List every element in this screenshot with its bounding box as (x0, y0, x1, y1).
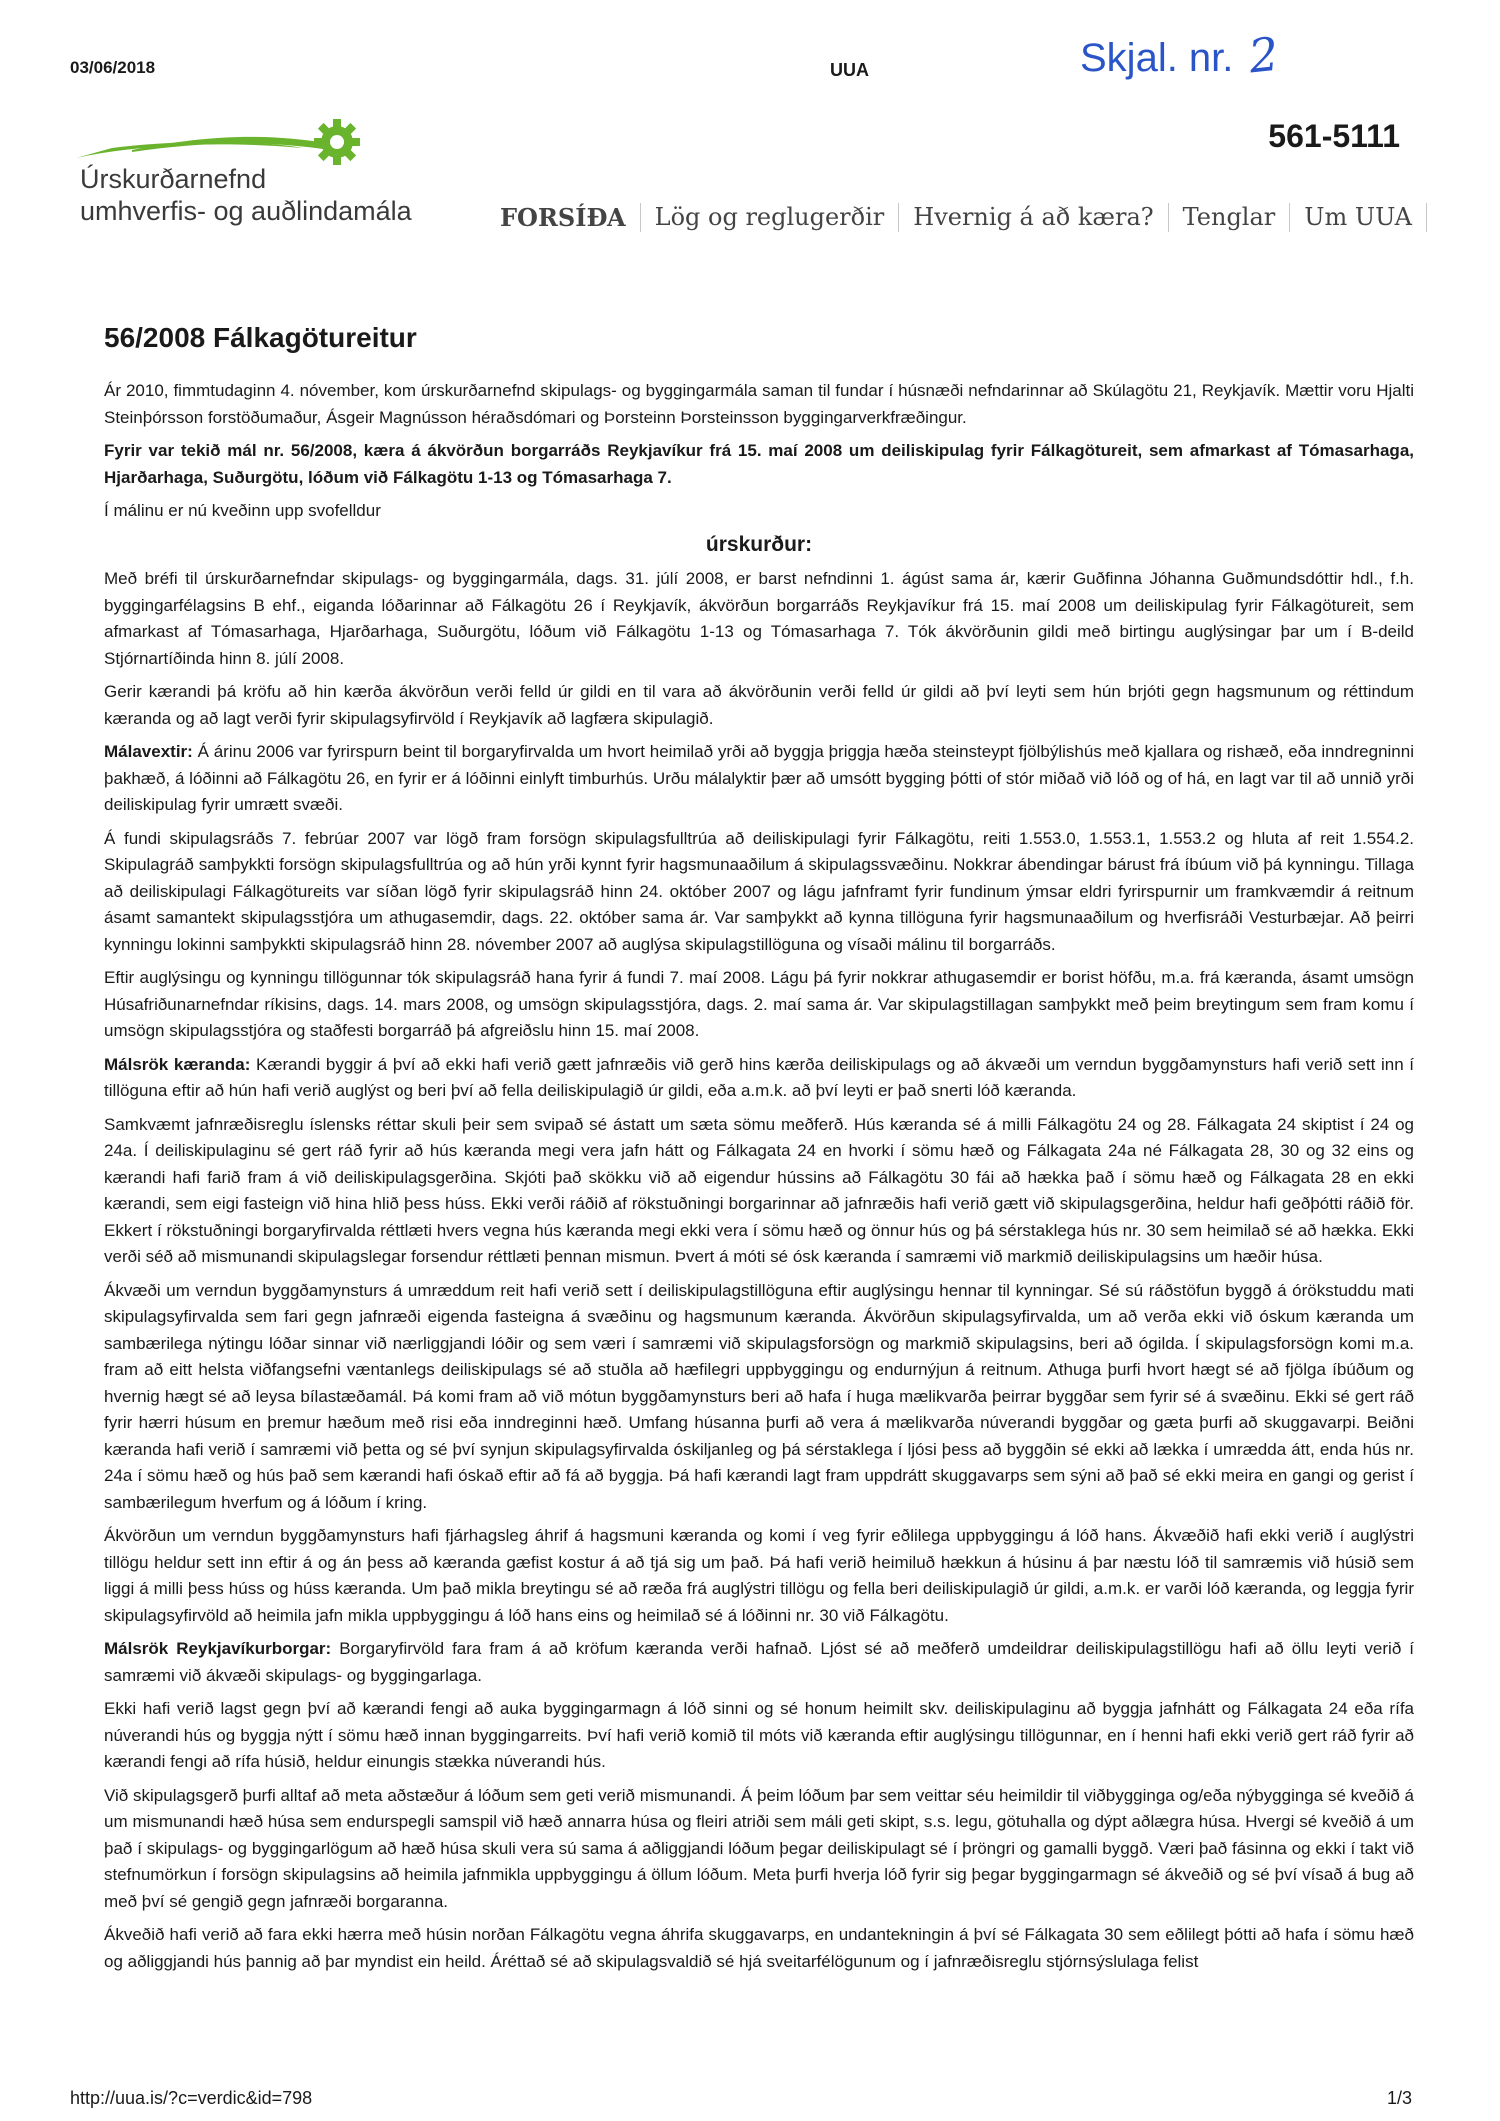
paragraph: Eftir auglýsingu og kynningu tillögunnar tók skipulagsráð hana fyrir á fundi 7. maí 2008. Lágu þá fyrir nokkrar athugasemdir er borist höfðu, m.a. frá kæranda, ásamt umsögn Húsafriðunarnefndar ríkisins, dags. 14. mars 2008, og umsögn skipulagsstjóra, dags. 2. maí sama ár. Var skipulagstillagan samþykkt með þeim breytingum sem fram komu í umsögn skipulagsstjóra og staðfesti borgarráð þá afgreiðslu hinn 15. maí 2008. (104, 968, 1414, 1040)
paragraph: Með bréfi til úrskurðarnefndar skipulags- og byggingarmála, dags. 31. júlí 2008, er barst nefndinni 1. ágúst sama ár, kærir Guðfinna Jóhanna Guðmundsdóttir hdl., f.h. byggingarfélagsins B ehf., eiganda lóðarinnar að Fálkagötu 26 í Reykjavík, ákvörðun borgarráðs Reykjavíkur frá 15. maí 2008 um deiliskipulag fyrir Fálkagötureit, sem afmarkast af Tómasarhaga, Hjarðarhaga, Suðurgötu, lóðum við Fálkagötu 1-13 og Tómasarhaga 7. Tók ákvörðunin gildi með birtingu auglýsingar þar um í B-deild Stjórnartíðinda hinn 8. júlí 2008. (104, 569, 1414, 668)
page-title: 56/2008 Fálkagötureitur (104, 322, 417, 353)
ruling-heading: úrskurður: (705, 532, 813, 556)
print-site-title: UUA (830, 60, 869, 80)
paragraph: Samkvæmt jafnræðisreglu íslensks réttar skuli þeir sem svipað sé ástatt um sæta sömu meðferð. Hús kæranda sé á milli Fálkagötu 24 og 28. Fálkagata 24 skiptist í 24 og 24a. Í deiliskipulaginu sé gert ráð fyrir að hús kæranda megi vera jafn hátt og Fálkagata 24 en hvorki í sömu hæð og Fálkagata 24a né Fálkagata 28, 30 og 32 eins og kærandi hafi farið fram á við deiliskipulagsgerðina. Skjóti það skökku við að eigendur hússins að Fálkagötu 30 fái að hækka það í sömu hæð og Fálkagata 28 en ekki kærandi, sem eigi fasteign við hina hlið þess húss. Ekki verði ráðið af rökstuðningi borgarinnar að jafnræðis hafi verið gætt við skipulagsgerðina, heldur hafi geðþótti ráðið för. Ekkert í rökstuðningi borgaryfirvalda réttlæti hvers vegna hús kæranda megi ekki vera í sömu hæð og önnur hús og þá sérstaklega hús nr. 30 sem heimilað sé að hækka. Ekki verði séð að mismunandi skipulagslegar forsendur réttlæti þennan mismun. Þvert á móti sé ósk kæranda í samræmi við markmið deiliskipulagsins um hæðir húsa. (104, 1114, 1414, 1266)
main-navigation (500, 203, 1427, 232)
paragraph (104, 1636, 1414, 1689)
stamp-label: Skjal. nr. (1080, 36, 1234, 80)
stamp-number: 2 (1246, 26, 1282, 84)
footer-url: http://uua.is/?c=verdic&id=798 (70, 2088, 313, 2108)
paragraph: Á fundi skipulagsráðs 7. febrúar 2007 var lögð fram forsögn skipulagsfulltrúa að deiliskipulagi fyrir Fálkagötu, reiti 1.553.0, 1.553.1, 1.553.2 og hluta af reit 1.554.2. Skipulagráð samþykkti forsögn skipulagsfulltrúa og að hún yrði kynnt fyrir hagsmunaaðilum á skipulagssvæðinu. Nokkrar ábendingar bárust frá íbúum við þá kynningu. Tillaga að deiliskipulagi Fálkagötureits var síðan lögð fyrir skipulagsráð hinn 24. október 2007 og lágu jafnframt fyrir fundinum ýmsar eldri fyrirspurnir um framkvæmdir á reitnum ásamt samantekt skipulagsstjóra um athugasemdir, dags. 22. október sama ár. Var samþykkt að kynna tillöguna fyrir hagsmunaaðilum og hverfisráði Vesturbæjar. Að þeirri kynningu lokinni samþykkti skipulagsráð hinn 28. nóvember 2007 að auglýsa skipulagstillöguna og vísaði málinu til borgarráðs. (104, 828, 1414, 954)
ruling-body (104, 378, 1414, 1982)
logo-line-2: umhverfis- og auðlindamála (80, 196, 412, 226)
paragraph: Við skipulagsgerð þurfi alltaf að meta aðstæður á lóðum sem geti verið mismunandi. Á þeim lóðum þar sem veittar séu heimildir til viðbygginga og/eða nýbygginga sé kveðið á um mismunandi hæð húsa sem endurspegli samspil við hæð annarra húsa og fleiri atriði sem máli geti skipt, s.s. legu, götuhalla og dýpt aðlægra húsa. Hvergi sé kveðið á um það í skipulags- og byggingarlögum að hæð húsa skuli vera sú sama á aðliggjandi lóðum þegar deiliskipulagt sé í þröngri og gamalli byggð. Væri það fásinna og ekki í takt við stefnumörkun í forsögn skipulagsins að heimila jafnmikla uppbyggingu á öllum lóðum. Meta þurfi hverja lóð fyrir sig þegar byggingarmagn sé ákveðið og sé því vísað á bug að með því sé gengið gegn jafnræði borgaranna. (104, 1785, 1414, 1911)
intro-ruling-line: Í málinu er nú kveðinn upp svofelldur (104, 501, 381, 520)
paragraph-text: Borgaryfirvöld fara fram á að kröfum kæranda verði hafnað. Ljóst sé að meðferð umdeildrar deiliskipulagstillögu hafi að öllu leyti verið í samræmi við ákvæði skipulags- og byggingarlaga. (104, 1639, 1414, 1685)
intro-paragraph: Ár 2010, fimmtudaginn 4. nóvember, kom úrskurðarnefnd skipulags- og byggingarmála saman til fundar í húsnæði nefndarinnar að Skúlagötu 21, Reykjavík. Mættir voru Hjalti Steinþórsson forstöðumaður, Ásgeir Magnússon héraðsdómari og Þorsteinn Þorsteinsson byggingarverkfræðingur. (104, 381, 1414, 427)
section-label: Málavextir: (104, 742, 193, 761)
phone-number: 561-5111 (1268, 118, 1400, 154)
section-label: Málsrök kæranda: (104, 1054, 251, 1074)
paragraph-text: Á árinu 2006 var fyrirspurn beint til borgaryfirvalda um hvort heimilað yrði að byggja þriggja hæða steinsteypt fjölbýlishús með kjallara og rishæð, eða inndregninni þakhæð, á lóðinni að Fálkagötu 26, en fyrir er á lóðinni einlyft timburhús. Urðu málalyktir þær að umsótt bygging þótti of stór miðað við lóð og of há, en lagt var til að unnið yrði deiliskipulag fyrir umrætt svæði. (104, 742, 1414, 814)
case-summary: Fyrir var tekið mál nr. 56/2008, kæra á ákvörðun borgarráðs Reykjavíkur frá 15. maí 2008 um deiliskipulag fyrir Fálkagötureit, sem afmarkast af Tómasarhaga, Hjarðarhaga, Suðurgötu, lóðum við Fálkagötu 1-13 og Tómasarhaga 7. (104, 441, 1414, 487)
document-number-stamp (1080, 26, 1282, 84)
paragraph-text: Kærandi byggir á því að ekki hafi verið gætt jafnræðis við gerð hins kærða deiliskipulags og að ákvæði um verndun byggðamynsturs hafi verið sett inn í tillöguna eftir að hún hafi verið auglýst og beri því að fella deiliskipulagið úr gildi, eða a.m.k. að því leyti er það snerti lóð kæranda. (104, 1054, 1414, 1100)
print-date: 03/06/2018 (70, 58, 156, 77)
paragraph: Ekki hafi verið lagst gegn því að kærandi fengi að auka byggingarmagn á lóð sinni og sé honum heimilt skv. deiliskipulaginu að byggja jafnhátt og Fálkagata 24 eða rífa núverandi hús og byggja nýtt í sömu hæð innan byggingarreits. Því hafi verið komið til móts við kæranda eftir auglýsingu tillögunnar, en í henni hafi ekki verið gert ráð fyrir að kærandi fengi að rífa húsið, heldur einungis stækka núverandi hús. (104, 1699, 1414, 1771)
paragraph: Ákveðið hafi verið að fara ekki hærra með húsin norðan Fálkagötu vegna áhrifa skuggavarps, en undantekningin á því sé Fálkagata 30 sem eðlilegt þótti að hafa í sömu hæð og aðliggjandi hús þannig að þar myndist ein heild. Áréttað sé að skipulagsvaldið sé hjá sveitarfélögunum og í jafnræðisreglu stjórnsýslulaga felist (104, 1925, 1414, 1971)
paragraph (104, 1052, 1414, 1105)
nav-item-forsida[interactable]: FORSÍÐA (500, 203, 641, 232)
site-logo[interactable] (72, 118, 412, 228)
nav-item-tenglar[interactable]: Tenglar (1169, 203, 1291, 232)
section-label: Málsrök Reykjavíkurborgar: (104, 1639, 332, 1658)
paragraph (104, 739, 1414, 819)
page-number: 1/3 (1386, 2088, 1412, 2108)
logo-line-1: Úrskurðarnefnd (80, 164, 267, 194)
paragraph: Ákvörðun um verndun byggðamynsturs hafi fjárhagsleg áhrif á hagsmuni kæranda og komi í veg fyrir eðlilega uppbyggingu á lóð hans. Ákvæðið hafi ekki verið í auglýstri tillögu heldur sett inn eftir á og án þess að kæranda gæfist kostur á að tjá sig um það. Þá hafi verið heimiluð hækkun á húsinu á þar næstu lóð til samræmis við húsið sem liggi á milli þess húss og húss kæranda. Um það mikla breytingu sé að ræða frá auglýstri tillögu og fella beri deiliskipulagið úr gildi, a.m.k. er varði lóð kæranda, og leggja fyrir skipulagsyfirvöld að heimila jafn mikla uppbyggingu á lóð hans eins og heimilað sé á lóðinni nr. 30 við Fálkagötu. (104, 1526, 1414, 1625)
paragraph: Ákvæði um verndun byggðamynsturs á umræddum reit hafi verið sett í deiliskipulagstillöguna eftir auglýsingu hennar til kynningar. Sé sú ráðstöfun byggð á órökstuddu mati skipulagsyfirvalda sem fari gegn jafnræði eigenda fasteigna á svæðinu og hagsmunum kæranda. Ákvörðun skipulagsyfirvalda, um að verða ekki við óskum kæranda um sambærilega nýtingu lóðar sinnar við nærliggjandi lóðir og sem væri í samræmi við skipulagsforsögn og markmið skipulagsins, beri að ógilda. Í skipulagsforsögn komi m.a. fram að eitt helsta viðfangsefni væntanlegs deiliskipulags sé að stuðla að hæfilegri uppbyggingu og endurnýjun á reitnum. Athuga þurfi hvort hægt sé að fjölga íbúðum og hvernig hægt sé að leysa bílastæðamál. Þá komi fram að við mótun byggðamynsturs beri að hafa í huga mælikvarða þeirrar byggðar sem fyrir sé á svæðinu. Ekki sé gert ráð fyrir hærri húsum en þremur hæðum með risi eða inndreginni hæð. Umfang húsanna þurfi að vera á mælikvarða núverandi byggðar og gæta þurfi að skuggavarpi. Beiðni kæranda hafi verið í samræmi við þetta og sé því synjun skipulagsyfirvalda óskiljanleg og þá sérstaklega í ljósi þess að byggðin sé ekki að lækka í umrædda átt, enda hús nr. 24a í sömu hæð og hús það sem kærandi hafi óskað eftir að fá að byggja. Þá hafi kærandi lagt fram uppdrátt skuggavarps sem sýni að það sé ekki meira en gangi og gerist í sambærilegum hverfum og á lóðum í kring. (104, 1280, 1414, 1512)
nav-item-um-uua[interactable]: Um UUA (1290, 203, 1427, 232)
nav-item-log[interactable]: Lög og reglugerðir (641, 203, 900, 232)
nav-item-hvernig-kaera[interactable]: Hvernig á að kæra? (899, 203, 1168, 232)
paragraph: Gerir kærandi þá kröfu að hin kærða ákvörðun verði felld úr gildi en til vara að ákvörðunin verði felld úr gildi að því leyti sem hún brjóti gegn hagsmunum og réttindum kæranda og að lagt verði fyrir skipulagsyfirvöld í Reykjavík að lagfæra skipulagið. (104, 682, 1414, 728)
